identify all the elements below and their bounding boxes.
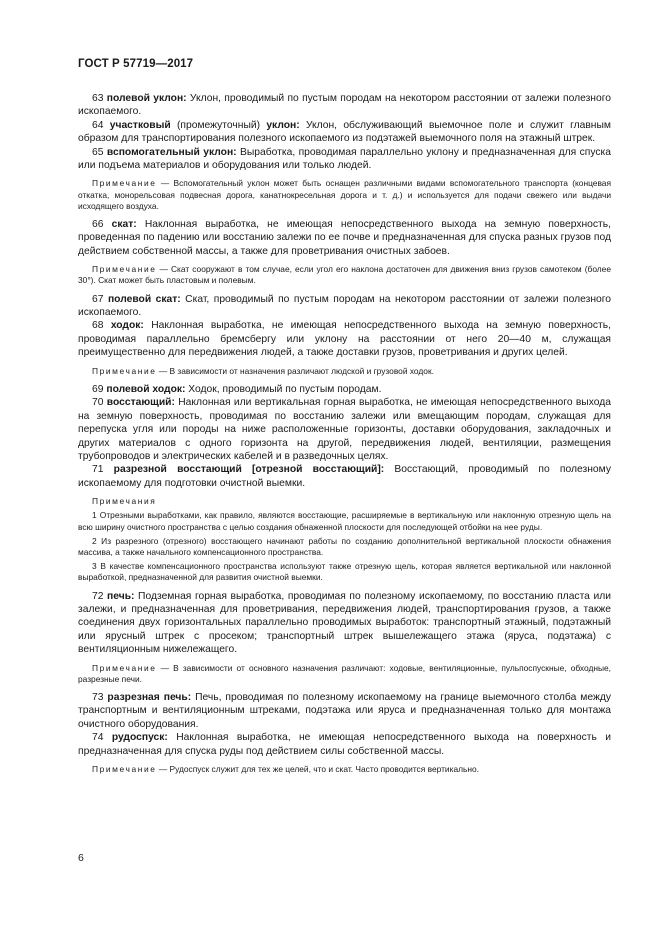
term: полевой ходок: xyxy=(106,383,186,395)
entry-66: 66 скат: Наклонная выработка, не имеющая непосредственного выхода на земную поверхность, проведенная по падению или восстанию залежи по ее почве и предназначенная для спуска разных грузов под действием собственной массы, а также для проветривания очистных забоев. xyxy=(78,219,611,257)
note-label: Примечание xyxy=(92,178,157,189)
term: разрезной восстающий [отрезной восстающий]: xyxy=(113,464,385,476)
term: полевой уклон: xyxy=(106,93,187,104)
note-68: Примечание — В зависимости от назначения различают людской и грузовой ходок. xyxy=(92,365,434,376)
note-74: Примечание — Рудоспуск служит для тех же целей, что и скат. Часто проводится вертикально. xyxy=(92,764,479,775)
note-label: Примечание xyxy=(92,365,157,376)
note-72: Примечание — В зависимости от основного назначения различают: ходовые, вентиляционные, пульпоспускные, обходные, разрезные печи. xyxy=(78,662,611,684)
entry-69: 69 полевой ходок: Ходок, проводимый по пустым породам. xyxy=(92,383,382,395)
entry-63: 63 полевой уклон: Уклон, проводимый по пустым породам на некотором расстоянии от залежи полезного ископаемого. xyxy=(78,93,611,118)
term: ходок: xyxy=(110,320,144,332)
entry-64: 64 участковый (промежуточный) уклон: Уклон, обслуживающий выемочное поле и служит главным образом для транспортирования полезного ископаемого из подэтажей выемочного поля на этажный штрек. xyxy=(78,119,611,145)
note-71-item: 2 Из разрезного (отрезного) восстающего начинают работы по созданию дополнительной вертикальной плоскости обнажения массива, а также начального компенсационного пространства. xyxy=(78,535,611,557)
note-label: Примечание xyxy=(92,264,157,275)
page-content xyxy=(78,92,611,775)
note-label: Примечания xyxy=(92,496,157,507)
entry-70: 70 восстающий: Наклонная или вертикальная горная выработка, не имеющая непосредственного выхода на земную поверхность, проводимая по восстанию залежи или вмещающим породам, служащая для перепуска угля или породы на ниже расположенные горизонты, доставки оборудования, закладочных и других материалов с одного горизонта на другой, передвижения людей, вентиляции, размещения трубопроводов и электрических кабелей и в разведочных целях. xyxy=(78,397,611,462)
note-65: Примечание — Вспомогательный уклон может быть оснащен различными видами вспомогательного транспорта (концевая откатка, монорельсовая подвесная дорога, канатнокресельная дорога и т. д.) и используется для подачи свежего или выдачи исходящего воздуха. xyxy=(78,178,611,211)
note-71-item: 3 В качестве компенсационного пространства используют также отрезную щель, которая является вертикальной или наклонной выработкой, предназначенной для развития очистной выемки. xyxy=(78,561,611,583)
term: восстающий: xyxy=(106,397,175,409)
term: печь: xyxy=(107,590,135,602)
entry-72: 72 печь: Подземная горная выработка, проводимая по полезному ископаемому, по восстанию пласта или залежи, и предназначенная для проветривания, передвижения людей, транспортирования грузов, а также соединения двух горизонтальных параллельно проводимых выработок: транспортный этажный, подэтажный или ярусный штрек с просеком; транспортный штрек вышележащего этажа (яруса, подэтажа) с вентиляционным нижележащего. xyxy=(78,590,611,656)
entry-74: 74 рудоспуск: Наклонная выработка, не имеющая непосредственного выхода на поверхность и предназначенная для спуска руды под действием силы собственной массы. xyxy=(78,732,611,757)
note-71-label xyxy=(78,496,611,507)
term: участковый xyxy=(109,119,171,131)
entry-68: 68 ходок: Наклонная выработка, не имеющая непосредственного выхода на земную поверхность, проводимая параллельно бремсбергу или уклону на расстоянии от него 20—40 м, служащая преимущественно для передвижения людей, а также доставки грузов, проветривания и других целей. xyxy=(78,320,611,359)
note-label: Примечание xyxy=(92,764,157,775)
entry-67: 67 полевой скат: Скат, проводимый по пустым породам на некотором расстоянии от залежи полезного ископаемого. xyxy=(78,293,611,319)
term: вспомогательный уклон: xyxy=(106,146,237,158)
note-71-item: 1 Отрезными выработками, как правило, являются восстающие, расширяемые в вертикальную или наклонную отрезную щель на всю ширину очистного пространства с целью создания обнаженной плоскости для последующей отбойки на нее руды. xyxy=(78,510,611,532)
term: рудоспуск: xyxy=(111,732,168,744)
term: уклон: xyxy=(266,119,300,131)
note-label: Примечание xyxy=(92,662,157,673)
entry-71: 71 разрезной восстающий [отрезной восстающий]: Восстающий, проводимый по полезному ископаемому для подготовки очистной выемки. xyxy=(78,464,611,489)
term: полевой скат: xyxy=(107,293,181,305)
term: скат: xyxy=(111,219,137,231)
page-number: 6 xyxy=(78,852,84,864)
standard-header: ГОСТ Р 57719—2017 xyxy=(78,58,194,70)
entry-73: 73 разрезная печь: Печь, проводимая по полезному ископаемому на границе выемочного столба между транспортным и вентиляционным штреками, подэтажа или яруса и предназначенная только для монтажа очистного оборудования. xyxy=(78,692,611,730)
entry-65: 65 вспомогательный уклон: Выработка, проводимая параллельно уклону и предназначенная для спуска или подъема материалов и оборудования или только людей. xyxy=(78,146,611,172)
note-66: Примечание — Скат сооружают в том случае, если угол его наклона достаточен для движения вниз грузов самотеком (более 30°). Скат может быть пластовым и полевым. xyxy=(78,264,611,286)
term: разрезная печь: xyxy=(107,692,192,704)
